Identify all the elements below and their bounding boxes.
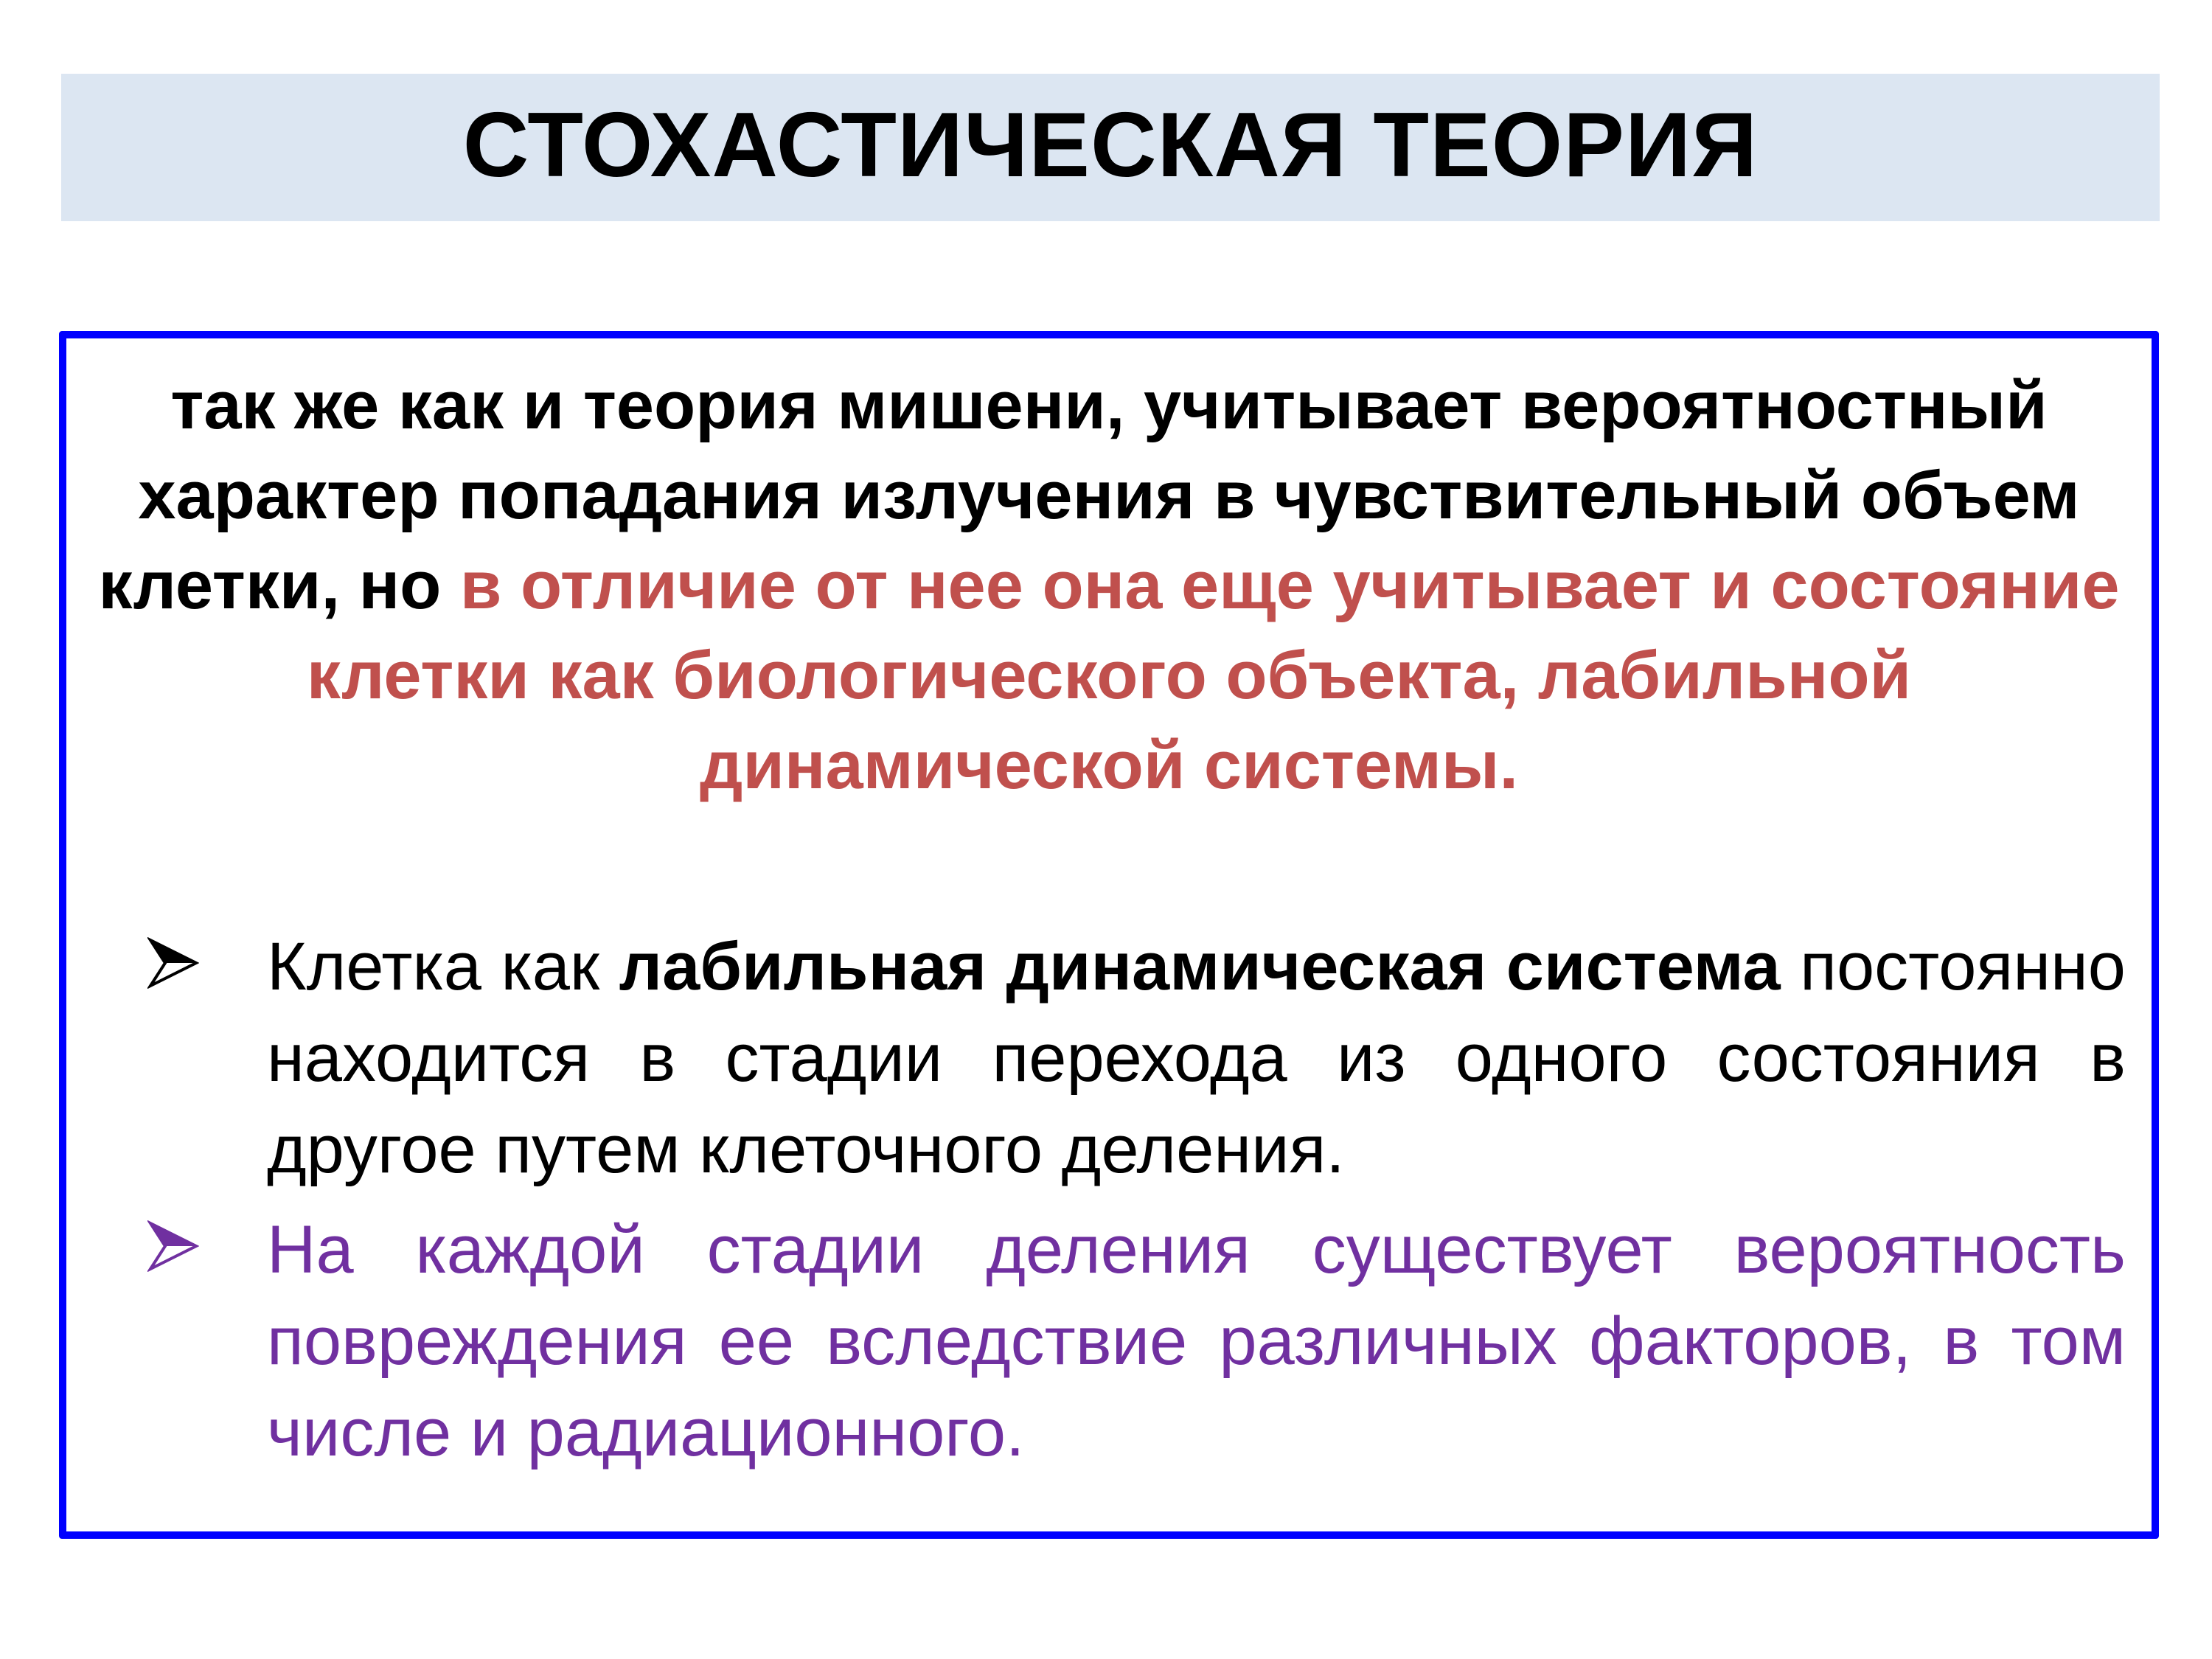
slide-title: СТОХАСТИЧЕСКАЯ ТЕОРИЯ [462, 94, 1759, 196]
bullet-text: На каждой стадии деления существует вероятность повреждения ее вследствие различных факторов, в том числе и радиационного. [267, 1212, 2126, 1470]
arrow-bullet-icon [147, 1220, 199, 1272]
intro-text: так же как и теория мишени, учитывает вероятностный характер попадания излучения в чувствительный объем клетки, но [98, 368, 2080, 623]
title-bar [61, 74, 2160, 221]
bullet-item [147, 921, 2126, 1195]
content-box [59, 331, 2159, 1539]
bullet-item [147, 1204, 2126, 1478]
intro-paragraph [88, 361, 2129, 810]
intro-highlight-text: в отличие от нее она еще учитывает и состояние клетки как биологического объекта, лабильной динамической системы. [306, 548, 2120, 803]
arrow-bullet-icon [147, 937, 199, 989]
bullet-lead-text: Клетка как [267, 929, 619, 1004]
bullet-list [147, 921, 2126, 1478]
bullet-bold-text: лабильная динамическая система [619, 929, 1781, 1004]
bullet-rest-text: постоянно находится в стадии перехода из одного состояния в другое путем клеточного деления. [267, 929, 2126, 1187]
